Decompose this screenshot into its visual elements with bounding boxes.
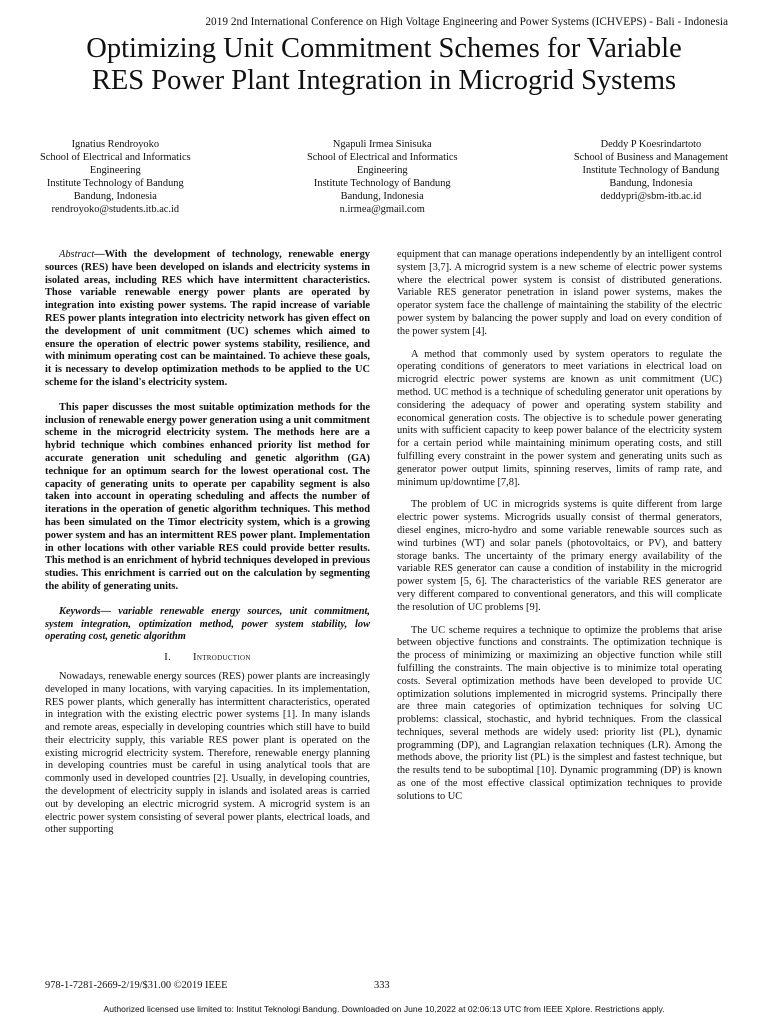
left-column [45, 249, 370, 843]
author-2 [307, 138, 458, 216]
author-location: Bandung, Indonesia [609, 178, 693, 189]
page-number: 333 [374, 980, 390, 991]
author-affiliation: School of Electrical and Informatics [40, 152, 191, 163]
keywords-text: — variable renewable energy sources, unit commitment, system integration, optimization method, power system stability, low operating cost, genetic algorithm [45, 605, 370, 643]
author-3 [574, 138, 728, 216]
right-column [397, 249, 722, 810]
section-title: Introduction [193, 652, 251, 664]
author-institute: Institute Technology of Bandung [46, 178, 184, 189]
body-paragraph-2: A method that commonly used by system operators to regulate the operating conditions of generators to meet variations in electrical load on microgrid electric power systems are known as unit commitment (UC) method. UC method is a technique of scheduling generator unit operations by considering the adequacy of power and operating system stability and economical generation costs. The objective is to schedule power generating units with sufficient capacity to keep power balance of the electricity system for a certain period while maintaining minimum operating costs, and still fulfilling every constraint in the power system and generating units such as generator power output limits, spinning reserves, limits of ramp rate, and minimum up/downtime [7,8]. [397, 348, 722, 488]
author-name: Ignatius Rendroyoko [71, 139, 160, 150]
author-institute: Institute Technology of Bandung [582, 165, 720, 176]
author-affiliation: School of Electrical and Informatics [306, 152, 458, 163]
abstract-paragraph [45, 249, 370, 390]
keywords-lead: Keywords [59, 605, 101, 617]
author-affiliation: School of Business and Management [573, 152, 728, 163]
body-paragraph-3: The problem of UC in microgrids systems is quite different from large electric power systems. Microgrids usually consist of thermal generators, diesel engines, micro-hydro and some variable renewable sources such as wind turbines (WT) and solar panels (photovoltaics, or PV), and battery storage banks. The uncertainty of the primary energy availability of the variable RES generator can cause a condition of instability in the microgrid power system [5, 6]. The characteristics of the variable RES generator are very different compared to conventional generators, and this will complicate the resolution of UC problems [9]. [397, 499, 722, 613]
author-name: Deddy P Koesrindartoto [600, 139, 702, 150]
author-name: Ngapuli Irmea Sinisuka [332, 139, 432, 150]
author-affiliation: Engineering [356, 165, 408, 176]
keywords-paragraph [45, 606, 370, 644]
body-paragraph-1: equipment that can manage operations independently by an intelligent control system [3,7]. A microgrid system is a new scheme of electric power systems where the electrical power system is consist of distributed generations. Variable RES generator penetration in island power systems, makes the operator system face the challenge of maintaining the stability of the electric power system by balancing the power supply and load on every condition of the power system [4]. [397, 249, 722, 337]
author-block [40, 138, 728, 216]
paper-title [20, 33, 748, 97]
title-line-2: RES Power Plant Integration in Microgrid Systems [91, 65, 677, 96]
author-location: Bandung, Indonesia [340, 191, 424, 202]
body-paragraph-4: The UC scheme requires a technique to optimize the problems that arise between objective functions and constraints. The optimization technique is the process of minimizing or maximizing an objective function while still fulfilling the constraints. The main objective is to minimize total operating costs. Several optimization methods have been developed to provide UC optimization solutions implemented in microgrid systems. Principally there are three main categories of optimization techniques for solving UC problems: classical, stochastic, and hybrid techniques. From the classical techniques, several methods are widely used: priority list (PL), dynamic programming (DP), and Lagrangian relaxation techniques (LR). Among the methods above, the priority list (PL) is the simplest and fastest technique, but the results tend to be suboptimal [10]. Dynamic programming (DP) is known as one of the most effective classical optimization techniques to provide solutions to UC [397, 624, 722, 802]
section-heading-introduction [45, 652, 370, 665]
section-number: I. [164, 652, 172, 664]
author-email: deddypri@sbm-itb.ac.id [600, 191, 702, 202]
footer-isbn: 978-1-7281-2669-2/19/$31.00 ©2019 IEEE [45, 980, 228, 991]
conference-header: 2019 2nd International Conference on High Voltage Engineering and Power Systems (ICHVEPS) - Bali - Indonesia [205, 16, 728, 28]
author-1 [40, 138, 191, 216]
author-affiliation: Engineering [89, 165, 141, 176]
author-institute: Institute Technology of Bandung [313, 178, 451, 189]
abstract-text: —With the development of technology, renewable energy sources (RES) have been developed on islands and electricity systems in isolated areas, including RES which have intermittent characteristics. Those variable renewable energy power plants are operated by integration into existing power systems. The rapid increase of variable RES power plants integration into electricity network has given effect on the development of unit commitment (UC) schemes which aimed to ensure the operation of electric power systems stability, resilience, and with minimum operating cost can be maintained. To achieve these goals, it is necessary to develop optimization methods to be applied to the UC scheme for the island's electricity system. [45, 249, 370, 388]
author-email: rendroyoko@students.itb.ac.id [51, 204, 180, 215]
author-email: n.irmea@gmail.com [339, 204, 425, 215]
abstract-lead: Abstract [59, 249, 95, 260]
license-notice: Authorized licensed use limited to: Institut Teknologi Bandung. Downloaded on June 10,2022 at 02:06:13 UTC from IEEE Xplore. Restrictions apply. [103, 1004, 665, 1014]
intro-paragraph-1: Nowadays, renewable energy sources (RES) power plants are increasingly developed in many locations, with varying capacities. In its implementation, RES power plants, which generally has intermittent characteristics, operated in integration with the existing electric power systems [1]. In many islands and remote areas, especially in developing countries which still have to build their electricity supply, this variable RES power plant is operated on the existing microgrid electricity system. Therefore, renewable energy planning in developing countries must be careful in using analytical tools that are commonly used in developed countries [2]. Usually, in developing countries, the development of electricity supply in islands and isolated areas is carried out by developing an electric microgrid system. A microgrid system is an electric power system consisting of several power plants, electrical loads, and other supporting [45, 670, 370, 836]
abstract-paragraph-2: This paper discusses the most suitable optimization methods for the inclusion of renewable energy power generation using a unit commitment scheme in the microgrid electricity system. The methods here are a hybrid technique which combines enhanced priority list method for accurate generation unit scheduling and genetic algorithm (GA) technique for an optimum search for the lowest operational cost. The capacity of generating units to operate per capability segment is also taken into account in operating scheduling and affects the number of iterations in the operation of genetic algorithm techniques. This method has been simulated on the Timor electricity system, which is a growing power system and has an intermittent RES power plant. Implementation in other locations with other variable RES could provide better results. This method is an enrichment of hybrid techniques developed in previous studies. This enrichment is carried out on the calculation by segmenting the ability of generating units. [45, 401, 370, 592]
title-line-1: Optimizing Unit Commitment Schemes for Variable [86, 33, 682, 64]
author-location: Bandung, Indonesia [73, 191, 157, 202]
